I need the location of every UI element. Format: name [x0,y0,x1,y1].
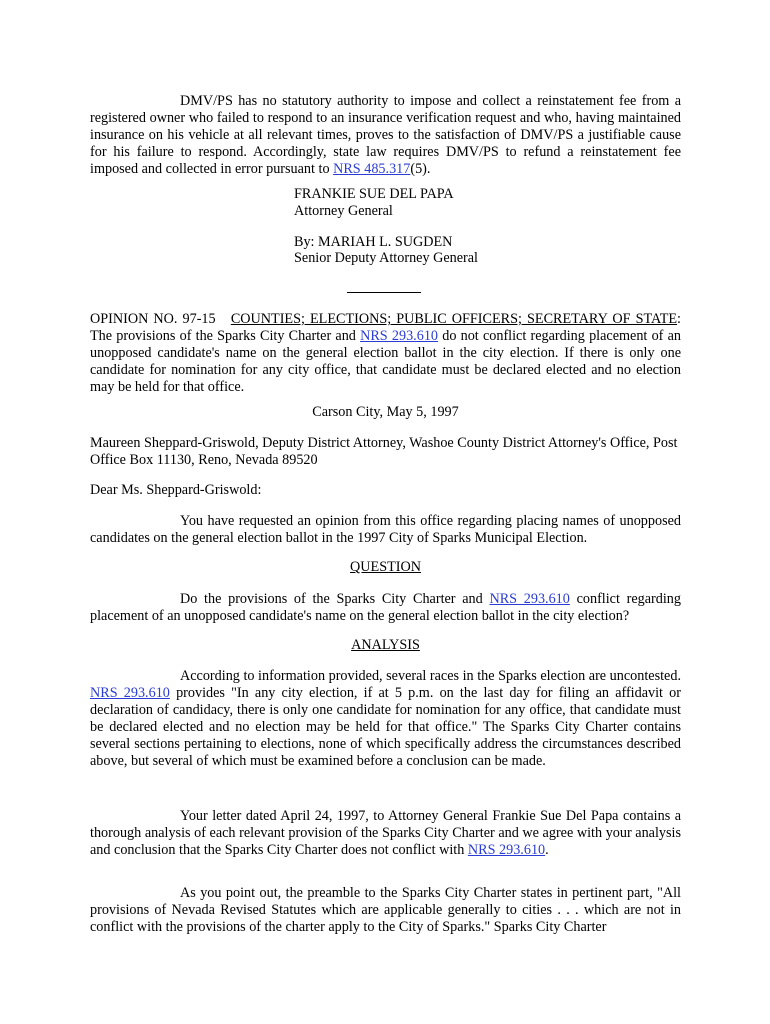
opinion-topics: COUNTIES; ELECTIONS; PUBLIC OFFICERS; SECRETARY OF STATE [230,311,678,327]
prior-opinion-conclusion: DMV/PS has no statutory authority to impose and collect a reinstatement fee from a registered owner who failed to respond to an insurance verification request and who, having maintained insurance on his vehicle at all relevant times, proves to the satisfaction of DMV/PS a justifiable cause for his failure to respond. Accordingly, state law requires DMV/PS to refund a reinstatement fee imposed and collected in error pursuant to NRS 485.317(5). [90,93,681,177]
analysis-paragraph-1: According to information provided, several races in the Sparks election are uncontested. NRS 293.610 provides "In any city election, if at 5 p.m. on the last day for filing an affidavit or declaration of candidacy, there is only one candidate for nomination for any office, that candidate must be declared elected and no election may be held for that office." The Sparks City Charter contains several sections pertaining to elections, none of which specifically address the circumstances described above, but several of which must be examined before a conclusion can be made. [90,668,681,769]
signature-title: Attorney General [294,203,393,219]
signature-name: FRANKIE SUE DEL PAPA [294,186,454,202]
analysis-heading: ANALYSIS [351,637,420,653]
analysis-paragraph-2: Your letter dated April 24, 1997, to Attorney General Frankie Sue Del Papa contains a thorough analysis of each relevant provision of the Sparks City Charter and we agree with your analysis and conclusion that the Sparks City Charter does not conflict with NRS 293.610. [90,808,681,858]
dateline: Carson City, May 5, 1997 [312,404,459,420]
addressee: Maureen Sheppard-Griswold, Deputy District Attorney, Washoe County District Attorney's Office, Post Office Box 11130, Reno, Nevada 89520 [90,435,678,468]
opinion-summary: OPINION NO. 97-15 COUNTIES; ELECTIONS; PUBLIC OFFICERS; SECRETARY OF STATE: The provisions of the Sparks City Charter and NRS 293.610 do not conflict regarding placement of an unopposed candidate's name on the general election ballot in the city election. If there is only one candidate for nomination for any city office, that candidate must be declared elected and no election may be held for that office. [90,311,681,395]
question-heading: QUESTION [350,559,421,575]
signature-by: By: MARIAH L. SUGDEN [294,234,453,250]
opinion-number: OPINION NO. 97-15 [90,311,216,327]
nrs-293-610-link[interactable]: NRS 293.610 [467,842,546,858]
nrs-293-610-link[interactable]: NRS 293.610 [90,685,170,701]
analysis-paragraph-3: As you point out, the preamble to the Sparks City Charter states in pertinent part, "All provisions of Nevada Revised Statutes which are applicable generally to cities . . . which are not in conflict with the provisions of the charter apply to the City of Sparks." Sparks City Charter [90,885,681,935]
section-divider [347,292,421,293]
nrs-293-610-link[interactable]: NRS 293.610 [360,328,439,344]
intro-paragraph: You have requested an opinion from this office regarding placing names of unopposed candidates on the general election ballot in the 1997 City of Sparks Municipal Election. [90,513,681,546]
nrs-485-317-link[interactable]: NRS 485.317 [333,161,411,177]
salutation: Dear Ms. Sheppard-Griswold: [90,482,262,498]
nrs-293-610-link[interactable]: NRS 293.610 [489,591,570,607]
question-paragraph: Do the provisions of the Sparks City Charter and NRS 293.610 conflict regarding placement of an unopposed candidate's name on the general election ballot in the city election? [90,591,681,624]
signature-by-title: Senior Deputy Attorney General [294,250,478,266]
